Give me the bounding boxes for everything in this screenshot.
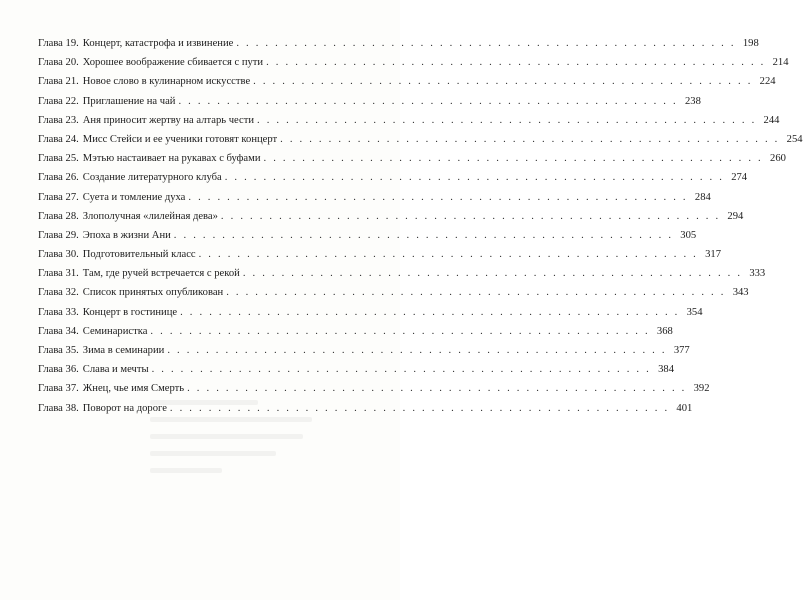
- dot-leader: [187, 383, 686, 394]
- chapter-number: Глава 30.: [38, 249, 79, 261]
- chapter-number: Глава 20.: [38, 57, 79, 69]
- page-number: 384: [658, 364, 674, 376]
- chapter-number: Глава 26.: [38, 172, 79, 184]
- chapter-number: Глава 23.: [38, 114, 79, 126]
- dot-leader: [178, 96, 677, 107]
- toc-entry: [38, 287, 749, 306]
- dot-leader: [180, 307, 679, 318]
- chapter-title: Слава и мечты: [82, 364, 149, 376]
- toc-entry: [38, 210, 744, 230]
- toc-entry: [38, 172, 748, 191]
- chapter-number: Глава 27.: [38, 191, 79, 203]
- toc-entry: [38, 153, 786, 172]
- dot-leader: [174, 230, 673, 241]
- page-number: 274: [731, 172, 748, 184]
- page-number: 401: [676, 402, 693, 414]
- chapter-number: Глава 32.: [38, 287, 79, 299]
- page-number: 254: [786, 133, 803, 145]
- chapter-number: Глава 24.: [38, 133, 79, 145]
- page-number: 392: [693, 383, 710, 395]
- page-number: 354: [686, 306, 703, 318]
- toc-entry: [38, 364, 674, 383]
- chapter-number: Глава 28.: [38, 210, 79, 222]
- dot-leader: [243, 268, 742, 279]
- chapter-title: Жнец, чье имя Смерть: [82, 383, 185, 395]
- chapter-title: Аня приносит жертву на алтарь чести: [82, 114, 255, 126]
- toc-entry: [38, 191, 711, 211]
- chapter-title: Приглашение на чай: [82, 95, 176, 107]
- chapter-number: Глава 33.: [38, 306, 79, 318]
- page-number: 284: [694, 191, 711, 203]
- page-number: 305: [680, 229, 697, 241]
- page-number: 317: [705, 249, 721, 261]
- dot-leader: [167, 345, 666, 356]
- dot-leader: [257, 115, 756, 126]
- dot-leader: [225, 172, 724, 183]
- chapter-number: Глава 31.: [38, 268, 79, 280]
- toc-entry: [38, 345, 690, 364]
- chapter-title: Семинаристка: [82, 325, 148, 337]
- chapter-title: Концерт, катастрофа и извинение: [82, 38, 234, 49]
- toc-entry: [38, 95, 701, 115]
- chapter-title: Мэтью настаивает на рукавах с буфами: [82, 153, 261, 165]
- page-number: 294: [727, 210, 744, 222]
- page-number: 224: [759, 76, 776, 88]
- dot-leader: [221, 211, 720, 222]
- chapter-title: Новое слово в кулинарном искусстве: [82, 76, 251, 88]
- chapter-title: Эпоха в жизни Ани: [82, 229, 171, 241]
- chapter-number: Глава 21.: [38, 76, 79, 88]
- chapter-number: Глава 29.: [38, 229, 79, 241]
- toc-entry: [38, 325, 673, 345]
- chapter-number: Глава 34.: [38, 325, 79, 337]
- toc-entry: [38, 38, 759, 57]
- chapter-title: Хорошее воображение сбивается с пути: [82, 57, 264, 69]
- toc-entry: [38, 268, 766, 287]
- chapter-title: Концерт в гостинице: [82, 306, 178, 318]
- toc-entry: [38, 57, 789, 76]
- dot-leader: [199, 249, 698, 260]
- chapter-number: Глава 37.: [38, 383, 79, 395]
- chapter-title: Злополучная «лилейная дева»: [82, 210, 218, 222]
- chapter-number: Глава 25.: [38, 153, 79, 165]
- page-number: 238: [684, 95, 701, 107]
- chapter-number: Глава 38.: [38, 402, 79, 414]
- chapter-number: Глава 19.: [38, 38, 79, 49]
- chapter-number: Глава 35.: [38, 345, 79, 356]
- toc-entry: [38, 133, 803, 153]
- dot-leader: [188, 192, 687, 203]
- page-number: 333: [749, 268, 766, 280]
- dot-leader: [266, 57, 765, 68]
- page-number: 214: [772, 57, 789, 69]
- page-number: 343: [732, 287, 749, 299]
- dot-leader: [264, 153, 763, 164]
- dot-leader: [152, 364, 651, 375]
- table-of-contents: [38, 38, 803, 422]
- chapter-number: Глава 22.: [38, 95, 79, 107]
- show-through-text: [150, 400, 330, 520]
- chapter-title: Список принятых опубликован: [82, 287, 224, 299]
- page-number: 368: [656, 325, 673, 337]
- chapter-title: Там, где ручей встречается с рекой: [82, 268, 240, 280]
- page-number: 244: [763, 114, 780, 126]
- chapter-title: Создание литературного клуба: [82, 172, 222, 184]
- page-number: 260: [770, 153, 786, 165]
- dot-leader: [226, 287, 725, 298]
- chapter-number: Глава 36.: [38, 364, 79, 376]
- dot-leader: [236, 38, 735, 49]
- chapter-title: Мисс Стейси и ее ученики готовят концерт: [82, 133, 278, 145]
- toc-entry: [38, 114, 780, 134]
- toc-entry: [38, 229, 697, 249]
- dot-leader: [253, 76, 752, 87]
- chapter-title: Поворот на дороге: [82, 402, 167, 414]
- dot-leader: [280, 134, 779, 145]
- toc-entry: [38, 249, 721, 268]
- page-number: 198: [742, 38, 759, 49]
- chapter-title: Суета и томление духа: [82, 191, 186, 203]
- toc-entry: [38, 76, 776, 95]
- chapter-title: Зима в семинарии: [82, 345, 165, 356]
- page-number: 377: [673, 345, 690, 356]
- dot-leader: [150, 326, 649, 337]
- toc-entry: [38, 306, 703, 326]
- chapter-title: Подготовительный класс: [82, 249, 196, 261]
